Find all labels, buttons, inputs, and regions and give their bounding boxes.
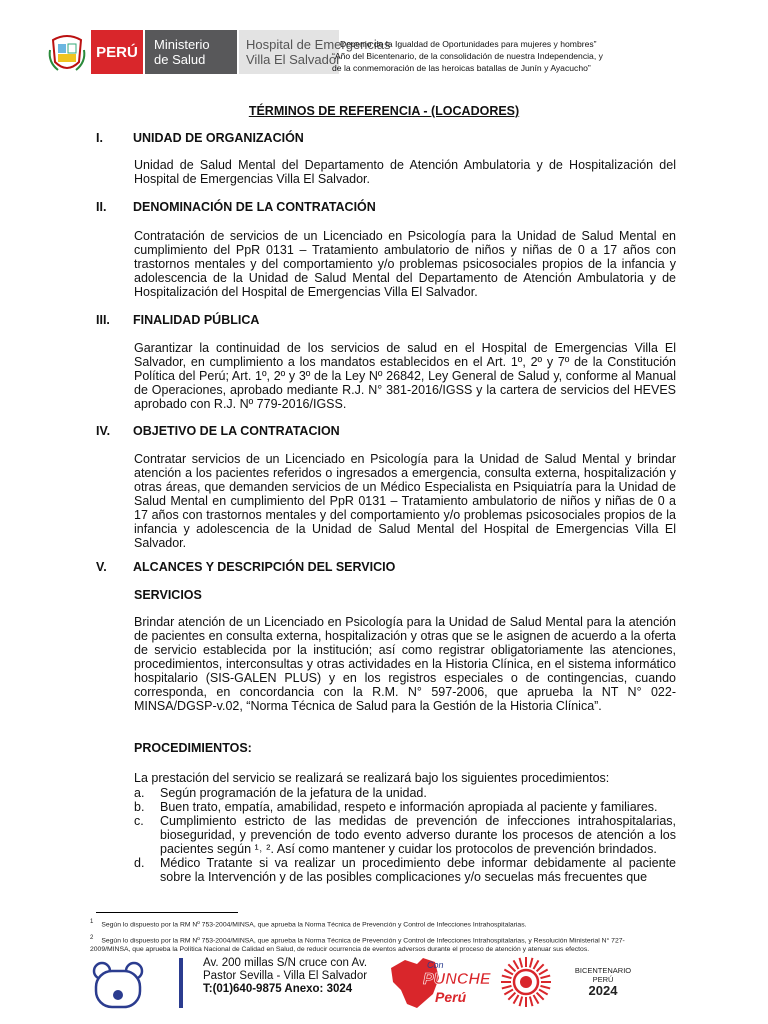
sun-ray bbox=[514, 995, 519, 1004]
bicentenario-label bbox=[568, 966, 638, 997]
peru-label: PERÚ bbox=[96, 43, 138, 61]
section-number: IV. bbox=[96, 424, 111, 438]
sun-ray bbox=[539, 970, 548, 975]
list-text: Cumplimiento estricto de las medidas de prevención de infecciones intrahospitalarias, bioseguridad, y prevención de todo evento adverso durante los procesos de atención a los pacientes según ¹˒ ². Así como mantener y cuidar los protocolos de prevención brindados. bbox=[160, 814, 676, 856]
sun-ray bbox=[530, 996, 533, 1006]
footnote-divider bbox=[96, 912, 238, 913]
sun-ray bbox=[514, 960, 519, 969]
servicios-paragraph: Brindar atención de un Licenciado en Psicología para la Unidad de Salud Mental para la atención de pacientes en consulta externa, hospitalización y otras que se le asignen de acuerdo a la oferta de servicio establecida por la institución; así como registrar obligatoriamente las atenciones, procedimientos, interconsultas y otras actividades en la Historia Clínica, en el sistema informático hospitalario (SIS-GALEN PLUS) y en los registros especiales o de contingencias, cuando corresponda, en concordancia con la R.M. N° 597-2006, que aprueba la NT N° 022-MINSA/DGSP-v.02, “Norma Técnica de Salud para la Gestión de la Historia Clínica”. bbox=[134, 615, 676, 713]
section-paragraph: Unidad de Salud Mental del Departamento de Atención Ambulatoria y de Hospitalización del Hospital de Emergencias Villa El Salvador. bbox=[134, 158, 676, 186]
procedimientos-heading: PROCEDIMIENTOS: bbox=[134, 741, 252, 755]
punche-text: PUNCHE bbox=[423, 971, 491, 988]
section-title: OBJETIVO DE LA CONTRATACION bbox=[133, 424, 340, 438]
con-punche-peru-logo bbox=[387, 954, 497, 1012]
sun-ray bbox=[502, 976, 512, 979]
hospital-line2: Villa El Salvador bbox=[246, 52, 341, 67]
section-heading bbox=[96, 560, 395, 574]
section-heading bbox=[96, 313, 259, 327]
footnote-text: 2009/MINSA, que aprueba la Política Nacional de Calidad en Salud, de reducir ocurrencia de eventos adversos durante el proceso de atención y atenuar sus efectos. bbox=[90, 946, 590, 953]
section-title: DENOMINACIÓN DE LA CONTRATACIÓN bbox=[133, 200, 376, 214]
footnote-number: 2 bbox=[90, 935, 94, 941]
list-marker: c. bbox=[134, 814, 144, 828]
sun-ray bbox=[540, 976, 550, 979]
sun-ray bbox=[508, 993, 515, 1000]
motto-line: de la conmemoración de las heroicas batallas de Junín y Ayacucho” bbox=[332, 63, 591, 73]
list-text: Médico Tratante si va realizar un procedimiento debe informar debidamente al paciente sobre la Intervención y de las posibles complicaciones y/o secuelas más frecuentes que bbox=[160, 856, 676, 884]
section-heading bbox=[96, 131, 304, 145]
sun-ray bbox=[539, 990, 548, 995]
section-number: V. bbox=[96, 560, 107, 574]
procedimientos-intro: La prestación del servicio se realizará se realizará bajo los siguientes procedimientos: bbox=[134, 771, 610, 785]
peru-coat-of-arms-icon bbox=[48, 32, 86, 74]
list-text: Según programación de la jefatura de la unidad. bbox=[160, 786, 427, 800]
section-number: I. bbox=[96, 131, 103, 145]
section-paragraph: Contratación de servicios de un Licenciado en Psicología para la Unidad de Salud Mental en cumplimiento del PpR 0131 – Tratamiento ambulatorio de niños y niñas de 0 a 17 años con trastornos mentales y del comportamiento y/o problemas psicosociales propios de la infancia y adolescencia de la Unidad de Salud Mental del Departamento de Atención Ambulatoria y de Hospitalización del Hospital de Emergencias Villa El Salvador. bbox=[134, 229, 676, 299]
footnote-text: Según lo dispuesto por la RM Nº 753-2004/MINSA, que aprueba la Norma Técnica de Prevención y Control de Infecciones Intrahospitalarias, y Resolución Ministerial N° 727- bbox=[101, 937, 625, 945]
document-header bbox=[0, 0, 768, 90]
bicentenario-country: PERÚ bbox=[592, 975, 614, 984]
sun-ray bbox=[504, 970, 513, 975]
list-item bbox=[134, 786, 676, 800]
bicentenario-sun-icon bbox=[500, 956, 552, 1008]
hospital-box bbox=[239, 30, 391, 74]
list-item bbox=[134, 814, 676, 856]
section-paragraph: Contratar servicios de un Licenciado en Psicología para la Unidad de Salud Mental y brindar atención a los pacientes referidos o ingresados a emergencia, consulta externa, hospitalización y otras áreas, que demanden servicios de un Médico Especialista en Psiquiatría para la Unidad de Salud Mental en cumplimiento del PpR 0131 – Tratamiento ambulatorio de niños y niñas de 0 a 17 años con trastornos mentales y del comportamiento y/o problemas psicosociales propios de la infancia y adolescencia de la Unidad de Salud Mental del Hospital de Emergencias Villa El Salvador. bbox=[134, 452, 676, 550]
peru-text: Perú bbox=[435, 989, 467, 1005]
servicios-heading: SERVICIOS bbox=[134, 588, 202, 602]
footer-address bbox=[203, 957, 367, 996]
procedimientos-list bbox=[134, 786, 676, 884]
phone-line: T:(01)640-9875 Anexo: 3024 bbox=[203, 983, 353, 995]
bicentenario-text: BICENTENARIO bbox=[574, 966, 632, 975]
sun-ray bbox=[520, 958, 523, 968]
ministerio-line2: de Salud bbox=[154, 52, 206, 67]
sun-ray bbox=[530, 958, 533, 968]
list-marker: b. bbox=[134, 800, 145, 814]
document-footer bbox=[0, 950, 768, 1024]
header-mottos bbox=[326, 38, 626, 74]
page-title: TÉRMINOS DE REFERENCIA - (LOCADORES) bbox=[248, 104, 520, 118]
section-paragraph: Garantizar la continuidad de los servicios de salud en el Hospital de Emergencias Villa El Salvador, en cumplimiento a los mandatos establecidos en el Art. 1º, 2º y 7º de la Constitución Política del Perú; Art. 1º, 2º y 3º de la Ley Nº 26842, Ley General de Salud y, conforme al Manual de Operaciones, aprobado mediante R.J. N° 381-2016/IGSS y la cartera de servicios del HEVES aprobado con R.J. Nº 779-2016/IGSS. bbox=[134, 341, 676, 411]
sun-ray bbox=[520, 996, 523, 1006]
footnote bbox=[90, 916, 700, 931]
sun-ray bbox=[502, 986, 512, 989]
list-marker: d. bbox=[134, 856, 145, 870]
address-line: Av. 200 millas S/N cruce con Av. bbox=[203, 957, 368, 969]
footnote-number: 1 bbox=[90, 919, 94, 925]
motto-line: Decenio de la Igualdad de Oportunidades para mujeres y hombres” bbox=[340, 39, 597, 49]
sun-ray bbox=[504, 990, 513, 995]
section-title: UNIDAD DE ORGANIZACIÓN bbox=[133, 131, 304, 145]
section-heading bbox=[96, 200, 376, 214]
hospital-line1: Hospital de Emergencias bbox=[246, 37, 391, 52]
list-text: Buen trato, empatía, amabilidad, respeto e información apropiada al paciente y familiares. bbox=[160, 800, 658, 814]
sun-ray bbox=[537, 993, 544, 1000]
list-item bbox=[134, 856, 676, 884]
sun-ray bbox=[540, 986, 550, 989]
motto-line: “Año del Bicentenario, de la consolidación de nuestra Independencia, y bbox=[332, 51, 603, 61]
ministerio-box bbox=[145, 30, 237, 74]
footnote-text: Según lo dispuesto por la RM Nº 753-2004/MINSA, que aprueba la Norma Técnica de Prevención y Control de Infecciones Intrahospitalarias. bbox=[101, 921, 527, 929]
ministerio-line1: Ministerio bbox=[154, 37, 210, 52]
bear-mascot-logo-icon bbox=[90, 959, 146, 1011]
sun-ray bbox=[508, 964, 515, 971]
con-text: Con bbox=[427, 960, 444, 970]
sun-ray bbox=[537, 964, 544, 971]
section-number: II. bbox=[96, 200, 107, 214]
address-line: Pastor Sevilla - Villa El Salvador bbox=[203, 970, 368, 982]
bicentenario-year: 2024 bbox=[588, 983, 618, 998]
peru-brand-box bbox=[91, 30, 143, 74]
section-title: FINALIDAD PÚBLICA bbox=[133, 313, 260, 327]
section-heading bbox=[96, 424, 340, 438]
sun-ray bbox=[534, 995, 539, 1004]
list-item bbox=[134, 800, 676, 814]
section-title: ALCANCES Y DESCRIPCIÓN DEL SERVICIO bbox=[133, 560, 396, 574]
sun-ray bbox=[534, 960, 539, 969]
section-number: III. bbox=[96, 313, 110, 327]
list-marker: a. bbox=[134, 786, 145, 800]
footer-divider bbox=[179, 958, 183, 1008]
